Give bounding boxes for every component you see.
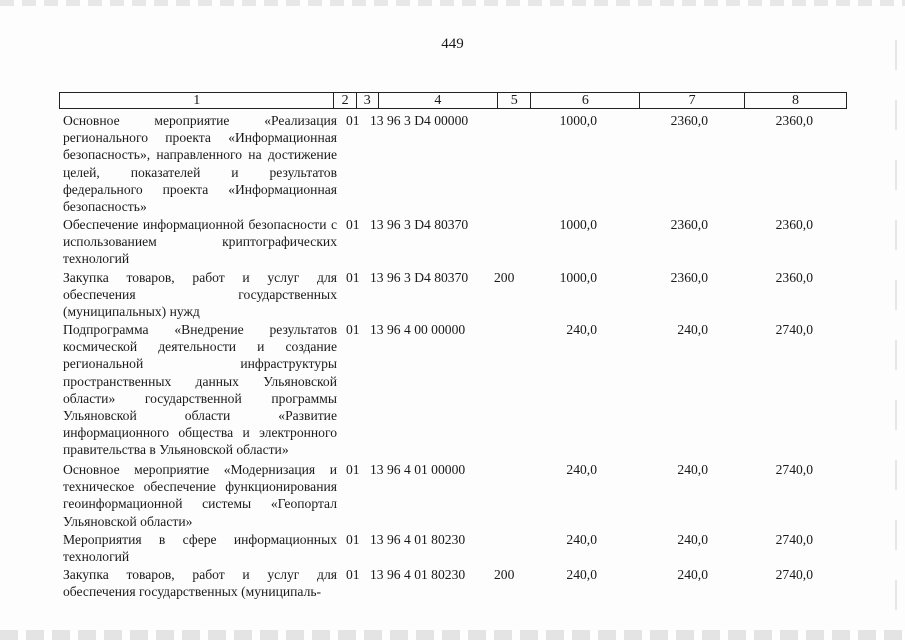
row-description: Основное мероприятие «Реализация регионального проекта «Информационная безопасность», направленного на достижение целей, показателей и результатов федерального проекта «Информационная безопасность» <box>63 113 337 215</box>
cell-section: 01 <box>346 462 360 477</box>
cell-subsection: 13 <box>370 270 384 285</box>
cell-section: 01 <box>346 567 360 582</box>
cell-amount-col7: 2360,0 <box>670 113 708 128</box>
cell-subsection: 13 <box>370 532 384 547</box>
cell-section: 01 <box>346 217 360 232</box>
cell-amount-col8: 2740,0 <box>775 532 813 547</box>
row-description: Закупка товаров, работ и услуг для обеспечения государственных (муниципальных) нужд <box>63 270 337 320</box>
header-cell-3: 3 <box>357 93 379 108</box>
cell-amount-col6: 240,0 <box>566 567 597 582</box>
table-header-row <box>59 92 847 109</box>
cell-amount-col8: 2360,0 <box>775 270 813 285</box>
header-cell-8: 8 <box>792 93 800 108</box>
cell-target-article: 96 4 01 00000 <box>387 462 466 477</box>
cell-amount-col8: 2360,0 <box>775 113 813 128</box>
cell-target-article: 96 3 D4 80370 <box>387 270 469 285</box>
cell-amount-col7: 2360,0 <box>670 270 708 285</box>
row-description: Подпрограмма «Внедрение результатов космической деятельности и создание региональной инфраструктуры пространственных данных Ульяновской области» государственной программы Ульяновской области «Развитие информационного общества и электронного правительства в Ульяновской области» <box>63 322 337 458</box>
cell-target-article: 96 4 01 80230 <box>387 567 466 582</box>
cell-amount-col6: 1000,0 <box>559 217 597 232</box>
cell-section: 01 <box>346 532 360 547</box>
header-cell-2: 2 <box>334 93 357 108</box>
header-cell-6: 6 <box>531 93 640 108</box>
header-cell-5: 5 <box>498 93 531 108</box>
cell-target-article: 96 4 01 80230 <box>387 532 466 547</box>
cell-amount-col6: 1000,0 <box>559 113 597 128</box>
cell-subsection: 13 <box>370 217 384 232</box>
scan-edge-right <box>895 40 897 620</box>
cell-amount-col6: 1000,0 <box>559 270 597 285</box>
cell-amount-col6: 240,0 <box>566 322 597 337</box>
cell-amount-col7: 240,0 <box>677 532 708 547</box>
row-description: Закупка товаров, работ и услуг для обеспечения государственных (муниципаль- <box>63 567 337 600</box>
cell-amount-col7: 240,0 <box>677 322 708 337</box>
cell-subsection: 13 <box>370 322 384 337</box>
scan-edge-bottom <box>0 630 905 640</box>
cell-amount-col6: 240,0 <box>566 532 597 547</box>
row-description: Обеспечение информационной безопасности с использованием криптографических технологий <box>63 217 337 267</box>
cell-section: 01 <box>346 113 360 128</box>
cell-amount-col8: 2360,0 <box>775 217 813 232</box>
cell-amount-col8: 2740,0 <box>775 567 813 582</box>
cell-section: 01 <box>346 322 360 337</box>
header-cell-4: 4 <box>379 93 499 108</box>
cell-target-article: 96 4 00 00000 <box>387 322 466 337</box>
cell-expense-type: 200 <box>494 567 515 582</box>
page-number: 449 <box>441 36 464 52</box>
cell-subsection: 13 <box>370 113 384 128</box>
row-description: Мероприятия в сфере информационных технологий <box>63 532 337 565</box>
cell-expense-type: 200 <box>494 270 515 285</box>
row-description: Основное мероприятие «Модернизация и техническое обеспечение функционирования геоинформационной системы «Геопортал Ульяновской области» <box>63 462 337 529</box>
header-cell-7: 7 <box>640 93 745 108</box>
cell-subsection: 13 <box>370 462 384 477</box>
cell-amount-col7: 240,0 <box>677 567 708 582</box>
cell-amount-col7: 240,0 <box>677 462 708 477</box>
scan-edge-top <box>0 0 905 6</box>
cell-amount-col8: 2740,0 <box>775 462 813 477</box>
cell-section: 01 <box>346 270 360 285</box>
cell-amount-col7: 2360,0 <box>670 217 708 232</box>
cell-subsection: 13 <box>370 567 384 582</box>
cell-amount-col8: 2740,0 <box>775 322 813 337</box>
header-cell-1: 1 <box>60 93 334 108</box>
cell-target-article: 96 3 D4 80370 <box>387 217 469 232</box>
cell-amount-col6: 240,0 <box>566 462 597 477</box>
cell-target-article: 96 3 D4 00000 <box>387 113 469 128</box>
